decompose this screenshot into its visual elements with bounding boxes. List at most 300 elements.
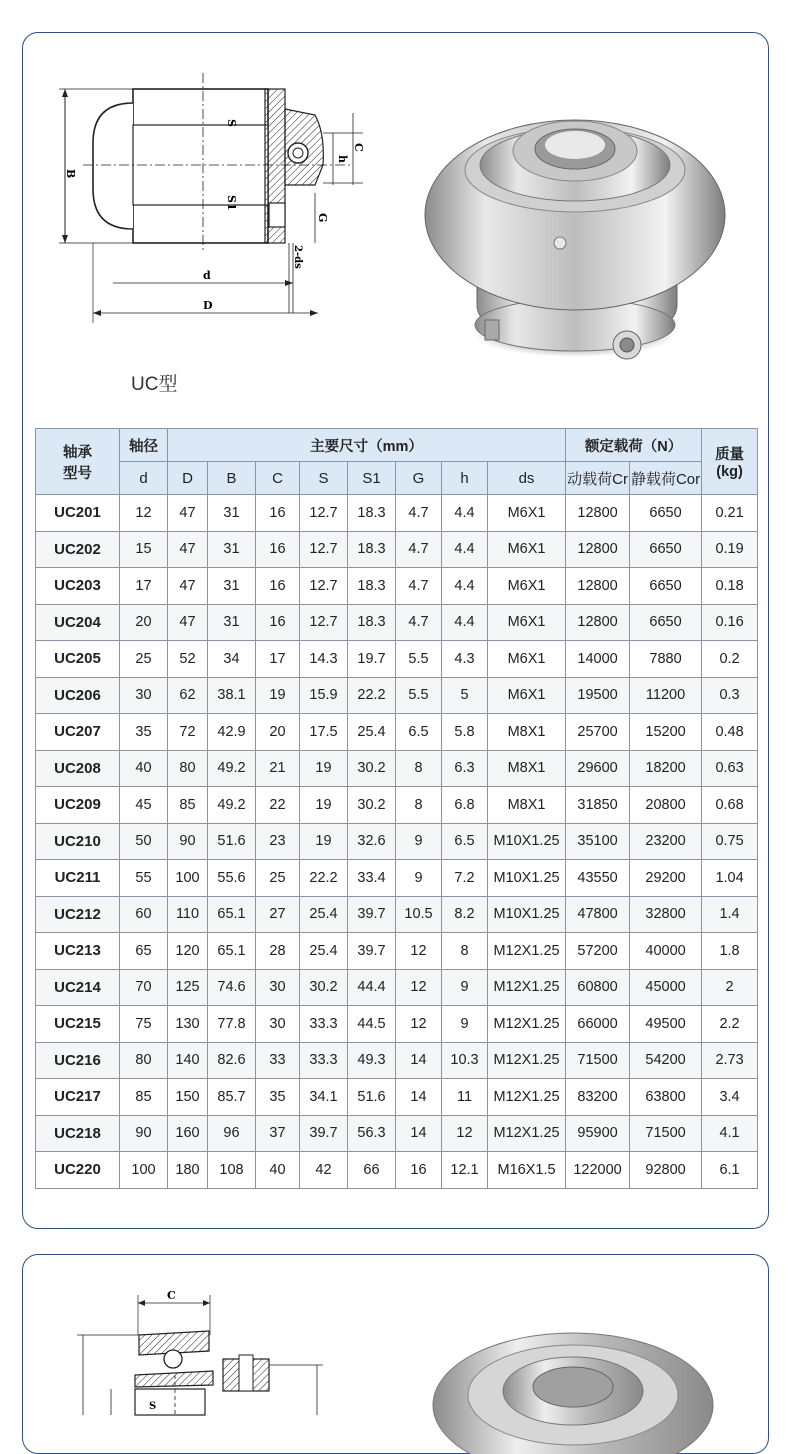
header-bore: 轴径 <box>120 429 168 462</box>
subheader-1: D <box>168 462 208 495</box>
table-cell: 40 <box>120 750 168 787</box>
table-cell: 55.6 <box>208 860 256 897</box>
table-row <box>36 896 758 933</box>
label-C2: C <box>167 1289 176 1302</box>
table-cell: 4.4 <box>442 604 488 641</box>
table-cell: 49500 <box>630 1006 702 1043</box>
table-cell: 30.2 <box>300 969 348 1006</box>
table-cell: 47 <box>168 495 208 532</box>
table-cell: 20800 <box>630 787 702 824</box>
table-cell: 14 <box>396 1115 442 1152</box>
table-cell: 4.7 <box>396 568 442 605</box>
table-cell: 0.3 <box>702 677 758 714</box>
table-cell: 0.21 <box>702 495 758 532</box>
table-cell: M8X1 <box>488 714 566 751</box>
table-cell: 65.1 <box>208 933 256 970</box>
table-row <box>36 677 758 714</box>
table-cell: 4.3 <box>442 641 488 678</box>
table-cell: M6X1 <box>488 604 566 641</box>
label-d: d <box>203 269 211 282</box>
table-cell: 47 <box>168 568 208 605</box>
table-cell: 16 <box>256 604 300 641</box>
table-cell: 31 <box>208 495 256 532</box>
table-cell: M6X1 <box>488 641 566 678</box>
subheader-6: G <box>396 462 442 495</box>
table-cell: 0.19 <box>702 531 758 568</box>
uc-bearing-drawing <box>53 73 363 333</box>
table-cell: 1.04 <box>702 860 758 897</box>
table-cell: 0.18 <box>702 568 758 605</box>
table-cell: 85 <box>120 1079 168 1116</box>
table-cell: 12.7 <box>300 531 348 568</box>
table-cell: 12.1 <box>442 1152 488 1189</box>
table-cell: 90 <box>120 1115 168 1152</box>
table-cell: 5.5 <box>396 677 442 714</box>
table-cell: 20 <box>256 714 300 751</box>
table-cell: 4.7 <box>396 495 442 532</box>
table-cell: 62 <box>168 677 208 714</box>
table-cell: M6X1 <box>488 531 566 568</box>
table-cell: M8X1 <box>488 787 566 824</box>
table-cell: 39.7 <box>348 896 396 933</box>
table-cell: 31 <box>208 568 256 605</box>
table-cell: 1.4 <box>702 896 758 933</box>
label-ds: 2-ds <box>292 245 303 269</box>
table-cell: 25.4 <box>348 714 396 751</box>
table-cell: 80 <box>168 750 208 787</box>
table-cell: 14000 <box>566 641 630 678</box>
table-cell: 56.3 <box>348 1115 396 1152</box>
table-cell: 18.3 <box>348 531 396 568</box>
table-cell: 0.16 <box>702 604 758 641</box>
model-label: UC型 <box>131 374 178 395</box>
table-cell: 75 <box>120 1006 168 1043</box>
table-cell: 100 <box>168 860 208 897</box>
model-cell: UC205 <box>36 641 120 678</box>
table-cell: 6650 <box>630 604 702 641</box>
table-cell: 30 <box>256 1006 300 1043</box>
table-cell: M6X1 <box>488 677 566 714</box>
table-cell: 39.7 <box>348 933 396 970</box>
table-cell: 32800 <box>630 896 702 933</box>
table-cell: 9 <box>442 1006 488 1043</box>
table-cell: 30.2 <box>348 750 396 787</box>
table-cell: 18200 <box>630 750 702 787</box>
table-cell: 42 <box>300 1152 348 1189</box>
table-cell: 51.6 <box>208 823 256 860</box>
subheader-8: ds <box>488 462 566 495</box>
model-cell: UC220 <box>36 1152 120 1189</box>
table-cell: 0.68 <box>702 787 758 824</box>
table-cell: M6X1 <box>488 568 566 605</box>
table-cell: 8 <box>396 787 442 824</box>
table-cell: 4.1 <box>702 1115 758 1152</box>
table-cell: 4.7 <box>396 604 442 641</box>
table-cell: 6.5 <box>396 714 442 751</box>
table-cell: 21 <box>256 750 300 787</box>
table-cell: 12 <box>442 1115 488 1152</box>
second-spec-card <box>22 1254 769 1454</box>
table-cell: 0.48 <box>702 714 758 751</box>
table-cell: 4.4 <box>442 568 488 605</box>
table-cell: 150 <box>168 1079 208 1116</box>
table-cell: 70 <box>120 969 168 1006</box>
table-cell: 65.1 <box>208 896 256 933</box>
table-cell: 29600 <box>566 750 630 787</box>
table-cell: 95900 <box>566 1115 630 1152</box>
table-cell: 9 <box>396 860 442 897</box>
table-cell: 72 <box>168 714 208 751</box>
model-cell: UC211 <box>36 860 120 897</box>
table-cell: 49.2 <box>208 750 256 787</box>
table-cell: 55 <box>120 860 168 897</box>
table-row <box>36 568 758 605</box>
table-cell: 44.4 <box>348 969 396 1006</box>
table-cell: 25 <box>256 860 300 897</box>
table-cell: 15 <box>120 531 168 568</box>
table-cell: 54200 <box>630 1042 702 1079</box>
table-cell: 33 <box>256 1042 300 1079</box>
table-cell: 22.2 <box>348 677 396 714</box>
table-cell: 100 <box>120 1152 168 1189</box>
table-cell: 35100 <box>566 823 630 860</box>
table-row <box>36 604 758 641</box>
table-cell: 49.2 <box>208 787 256 824</box>
table-cell: 17 <box>256 641 300 678</box>
table-cell: 18.3 <box>348 495 396 532</box>
table-cell: M6X1 <box>488 495 566 532</box>
table-cell: 8 <box>396 750 442 787</box>
model-cell: UC201 <box>36 495 120 532</box>
table-cell: 74.6 <box>208 969 256 1006</box>
label-C: C <box>352 143 365 152</box>
header-load: 额定载荷（N） <box>566 429 702 462</box>
table-cell: 4.4 <box>442 531 488 568</box>
model-cell: UC215 <box>36 1006 120 1043</box>
table-cell: 52 <box>168 641 208 678</box>
header-mass <box>702 429 758 495</box>
table-cell: 15200 <box>630 714 702 751</box>
table-cell: 47 <box>168 531 208 568</box>
label-h: h <box>336 155 349 163</box>
table-cell: 25.4 <box>300 896 348 933</box>
uc-bearing-photo <box>415 95 735 365</box>
table-cell: 4.7 <box>396 531 442 568</box>
table-cell: 96 <box>208 1115 256 1152</box>
spec-table <box>35 428 758 1189</box>
table-cell: 57200 <box>566 933 630 970</box>
table-cell: 12.7 <box>300 568 348 605</box>
model-cell: UC214 <box>36 969 120 1006</box>
table-cell: 51.6 <box>348 1079 396 1116</box>
table-cell: 7.2 <box>442 860 488 897</box>
table-row <box>36 714 758 751</box>
table-cell: 2.73 <box>702 1042 758 1079</box>
table-cell: 19500 <box>566 677 630 714</box>
table-cell: 108 <box>208 1152 256 1189</box>
label-S2: S <box>149 1401 157 1412</box>
model-cell: UC209 <box>36 787 120 824</box>
table-cell: 14 <box>396 1079 442 1116</box>
table-cell: 27 <box>256 896 300 933</box>
table-cell: 12800 <box>566 495 630 532</box>
table-cell: 7880 <box>630 641 702 678</box>
table-row <box>36 1152 758 1189</box>
table-cell: 66000 <box>566 1006 630 1043</box>
subheader-7: h <box>442 462 488 495</box>
table-row <box>36 1079 758 1116</box>
table-cell: 80 <box>120 1042 168 1079</box>
table-cell: 5.5 <box>396 641 442 678</box>
table-cell: 50 <box>120 823 168 860</box>
table-cell: 32.6 <box>348 823 396 860</box>
table-cell: 12.7 <box>300 495 348 532</box>
table-cell: 16 <box>256 495 300 532</box>
model-cell: UC202 <box>36 531 120 568</box>
table-cell: 23 <box>256 823 300 860</box>
table-row <box>36 495 758 532</box>
table-row <box>36 860 758 897</box>
table-cell: 5.8 <box>442 714 488 751</box>
table-cell: 6650 <box>630 531 702 568</box>
table-cell: M12X1.25 <box>488 1079 566 1116</box>
table-cell: 12.7 <box>300 604 348 641</box>
table-cell: 35 <box>120 714 168 751</box>
table-cell: 3.4 <box>702 1079 758 1116</box>
model-cell: UC208 <box>36 750 120 787</box>
table-cell: 125 <box>168 969 208 1006</box>
table-cell: 30 <box>256 969 300 1006</box>
table-cell: 23200 <box>630 823 702 860</box>
subheader-0: d <box>120 462 168 495</box>
label-B: B <box>64 169 77 179</box>
table-cell: 11200 <box>630 677 702 714</box>
second-bearing-drawing <box>63 1275 343 1415</box>
model-cell: UC203 <box>36 568 120 605</box>
table-cell: 9 <box>442 969 488 1006</box>
table-cell: 19 <box>256 677 300 714</box>
table-cell: M8X1 <box>488 750 566 787</box>
model-cell: UC217 <box>36 1079 120 1116</box>
table-cell: 28 <box>256 933 300 970</box>
table-cell: 18.3 <box>348 568 396 605</box>
table-row <box>36 1115 758 1152</box>
table-cell: 66 <box>348 1152 396 1189</box>
table-cell: 0.63 <box>702 750 758 787</box>
table-cell: 40000 <box>630 933 702 970</box>
table-cell: 6.8 <box>442 787 488 824</box>
header-mass-line2: (kg) <box>716 464 743 480</box>
table-cell: 17 <box>120 568 168 605</box>
table-cell: 18.3 <box>348 604 396 641</box>
table-cell: M16X1.5 <box>488 1152 566 1189</box>
table-cell: M12X1.25 <box>488 1006 566 1043</box>
table-cell: 65 <box>120 933 168 970</box>
table-cell: 0.2 <box>702 641 758 678</box>
model-cell: UC204 <box>36 604 120 641</box>
table-cell: 8.2 <box>442 896 488 933</box>
table-cell: 5 <box>442 677 488 714</box>
table-row <box>36 1042 758 1079</box>
table-cell: 16 <box>256 531 300 568</box>
table-cell: 0.75 <box>702 823 758 860</box>
label-G: G <box>316 213 329 223</box>
model-cell: UC207 <box>36 714 120 751</box>
table-cell: 20 <box>120 604 168 641</box>
table-cell: 35 <box>256 1079 300 1116</box>
subheader-9: 动载荷Cr <box>566 462 630 495</box>
table-cell: 83200 <box>566 1079 630 1116</box>
table-cell: 120 <box>168 933 208 970</box>
table-cell: 77.8 <box>208 1006 256 1043</box>
subheader-2: B <box>208 462 256 495</box>
table-cell: 16 <box>256 568 300 605</box>
table-cell: M10X1.25 <box>488 823 566 860</box>
table-row <box>36 641 758 678</box>
table-cell: 25.4 <box>300 933 348 970</box>
subheader-3: C <box>256 462 300 495</box>
table-cell: 4.4 <box>442 495 488 532</box>
table-cell: 34.1 <box>300 1079 348 1116</box>
table-row <box>36 823 758 860</box>
table-row <box>36 1006 758 1043</box>
table-cell: 82.6 <box>208 1042 256 1079</box>
table-cell: 2 <box>702 969 758 1006</box>
table-cell: 2.2 <box>702 1006 758 1043</box>
table-cell: 14.3 <box>300 641 348 678</box>
table-cell: 31 <box>208 604 256 641</box>
table-cell: M10X1.25 <box>488 860 566 897</box>
table-cell: 130 <box>168 1006 208 1043</box>
table-cell: 6650 <box>630 568 702 605</box>
table-cell: 37 <box>256 1115 300 1152</box>
table-cell: 11 <box>442 1079 488 1116</box>
table-cell: 122000 <box>566 1152 630 1189</box>
header-mass-line1: 质量 <box>715 447 745 463</box>
table-cell: 31850 <box>566 787 630 824</box>
table-cell: 71500 <box>630 1115 702 1152</box>
table-row <box>36 531 758 568</box>
table-cell: 10.5 <box>396 896 442 933</box>
table-row <box>36 787 758 824</box>
table-cell: 1.8 <box>702 933 758 970</box>
table-cell: 40 <box>256 1152 300 1189</box>
table-cell: M12X1.25 <box>488 1042 566 1079</box>
table-cell: 160 <box>168 1115 208 1152</box>
table-cell: 15.9 <box>300 677 348 714</box>
table-cell: 47 <box>168 604 208 641</box>
table-cell: 47800 <box>566 896 630 933</box>
header-model-line1: 轴承 <box>63 444 92 461</box>
table-cell: M12X1.25 <box>488 933 566 970</box>
table-cell: 71500 <box>566 1042 630 1079</box>
label-S1: S1 <box>225 195 238 211</box>
table-cell: 43550 <box>566 860 630 897</box>
table-cell: 33.3 <box>300 1006 348 1043</box>
table-cell: 6.3 <box>442 750 488 787</box>
table-cell: 33.4 <box>348 860 396 897</box>
table-cell: 29200 <box>630 860 702 897</box>
table-cell: 63800 <box>630 1079 702 1116</box>
table-cell: 30 <box>120 677 168 714</box>
label-D: D <box>203 299 213 312</box>
table-cell: 12 <box>396 1006 442 1043</box>
table-cell: 12800 <box>566 568 630 605</box>
table-cell: 17.5 <box>300 714 348 751</box>
table-cell: 22 <box>256 787 300 824</box>
table-cell: M12X1.25 <box>488 969 566 1006</box>
table-cell: 44.5 <box>348 1006 396 1043</box>
table-cell: 60800 <box>566 969 630 1006</box>
header-model <box>36 429 120 495</box>
table-cell: 19.7 <box>348 641 396 678</box>
subheader-4: S <box>300 462 348 495</box>
table-cell: 6.5 <box>442 823 488 860</box>
table-cell: 34 <box>208 641 256 678</box>
table-cell: 16 <box>396 1152 442 1189</box>
table-cell: M10X1.25 <box>488 896 566 933</box>
table-cell: 85.7 <box>208 1079 256 1116</box>
table-cell: 12800 <box>566 531 630 568</box>
second-bearing-photo <box>423 1325 723 1415</box>
table-cell: 22.2 <box>300 860 348 897</box>
table-cell: M12X1.25 <box>488 1115 566 1152</box>
table-cell: 9 <box>396 823 442 860</box>
model-cell: UC210 <box>36 823 120 860</box>
model-cell: UC218 <box>36 1115 120 1152</box>
uc-spec-card <box>22 32 769 1229</box>
model-cell: UC206 <box>36 677 120 714</box>
table-cell: 12 <box>396 969 442 1006</box>
table-cell: 45000 <box>630 969 702 1006</box>
subheader-5: S1 <box>348 462 396 495</box>
table-cell: 110 <box>168 896 208 933</box>
table-cell: 6.1 <box>702 1152 758 1189</box>
table-cell: 38.1 <box>208 677 256 714</box>
table-cell: 31 <box>208 531 256 568</box>
table-cell: 42.9 <box>208 714 256 751</box>
table-cell: 6650 <box>630 495 702 532</box>
model-cell: UC212 <box>36 896 120 933</box>
table-cell: 12 <box>120 495 168 532</box>
table-cell: 25 <box>120 641 168 678</box>
table-cell: 60 <box>120 896 168 933</box>
table-cell: 19 <box>300 750 348 787</box>
table-cell: 33.3 <box>300 1042 348 1079</box>
table-cell: 180 <box>168 1152 208 1189</box>
model-cell: UC213 <box>36 933 120 970</box>
table-row <box>36 933 758 970</box>
table-cell: 49.3 <box>348 1042 396 1079</box>
label-S: S <box>225 119 238 127</box>
table-row <box>36 969 758 1006</box>
table-cell: 92800 <box>630 1152 702 1189</box>
table-cell: 10.3 <box>442 1042 488 1079</box>
table-cell: 45 <box>120 787 168 824</box>
table-cell: 14 <box>396 1042 442 1079</box>
table-cell: 25700 <box>566 714 630 751</box>
table-cell: 8 <box>442 933 488 970</box>
table-cell: 19 <box>300 823 348 860</box>
subheader-10: 静载荷Cor <box>630 462 702 495</box>
table-cell: 30.2 <box>348 787 396 824</box>
table-row <box>36 750 758 787</box>
table-cell: 39.7 <box>300 1115 348 1152</box>
header-dims: 主要尺寸（mm） <box>168 429 566 462</box>
table-cell: 85 <box>168 787 208 824</box>
table-cell: 12800 <box>566 604 630 641</box>
table-cell: 19 <box>300 787 348 824</box>
